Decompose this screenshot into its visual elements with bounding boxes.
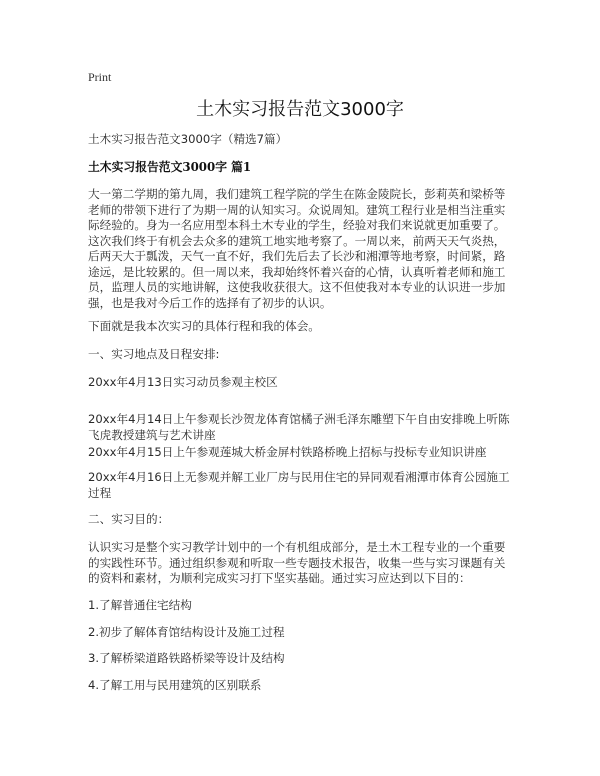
text-line: 飞虎教授建筑与艺术讲座	[88, 427, 216, 442]
text-line: 这次我们终于有机会去众多的建筑工地实地考察了。一周以来，前两天天气炎热，	[88, 233, 506, 248]
text-line: 途远，是比较累的。但一周以来，我却始终怀着兴奋的心情，认真听着老师和施工	[88, 264, 506, 279]
text-line: 后两天大于瓢泼，天气一直不好，我们先后去了长沙和湘潭等地考察，时间紧，路	[88, 249, 506, 263]
text-line: 认识实习是整个实习教学计划中的一个有机组成部分，是土木工程专业的一个重要	[88, 540, 506, 554]
text-line: 际经验的。身为一名应用型本科土木专业的学生，经验对我们来说就更加重要了。	[88, 218, 506, 232]
text-line: 20xx年4月13日实习动员参观主校区	[88, 375, 278, 389]
text-line: 20xx年4月15日上午参观莲城大桥金屏村铁路桥晚上招标与投标专业知识讲座	[88, 445, 487, 459]
text-line: 老师的带领下进行了为期一周的认知实习。众说周知。建筑工程行业是相当注重实	[88, 202, 506, 217]
purpose-paragraph	[88, 540, 505, 587]
goal-item: 1.了解普通住宅结构	[88, 598, 192, 612]
text-line: 过程	[88, 485, 112, 500]
schedule-item	[88, 445, 486, 461]
text-line: 的实践性环节。通过组织参观和听取一些专题技术报告，收集一些与实习课题有关	[88, 555, 506, 570]
page-title: 土木实习报告范文3000字	[196, 99, 404, 120]
text-line: 的资料和素材，为顺利完成实习打下坚实基础。通过实习应达到以下目的：	[88, 571, 471, 585]
goal-item: 4.了解工用与民用建筑的区别联系	[88, 678, 262, 692]
subtitle: 土木实习报告范文3000字（精选7篇）	[88, 132, 288, 146]
text-line: 强，也是我对今后工作的选择有了初步的认识。	[88, 295, 332, 310]
part1-heading: 一、实习地点及日程安排:	[88, 347, 220, 361]
schedule-item	[88, 375, 278, 391]
goal-item: 3.了解桥梁道路铁路桥梁等设计及结构	[88, 651, 285, 665]
part2-heading: 二、实习目的：	[88, 512, 170, 526]
text-line: 员，监理人员的实地讲解，这使我收获很大。这不但使我对本专业的认识进一步加	[88, 280, 506, 294]
section-heading: 土木实习报告范文3000字 篇1	[88, 160, 252, 174]
schedule-item	[88, 470, 510, 501]
text-line: 20xx年4月14日上午参观长沙贺龙体育馆橘子洲毛泽东雕塑下午自由安排晚上听陈	[88, 412, 510, 426]
print-label[interactable]: Print	[88, 70, 112, 84]
text-line: 大一第二学期的第九周，我们建筑工程学院的学生在陈金陵院长，彭莉英和梁桥等	[88, 187, 506, 201]
text-line: 20xx年4月16日上无参观并解工业厂房与民用住宅的异同观看湘潭市体育公园施工	[88, 470, 510, 484]
lead-paragraph: 下面就是我本次实习的具体行程和我的体会。	[88, 319, 320, 333]
intro-paragraph	[88, 187, 505, 311]
goal-item: 2.初步了解体育馆结构设计及施工过程	[88, 625, 285, 639]
schedule-item	[88, 412, 510, 443]
